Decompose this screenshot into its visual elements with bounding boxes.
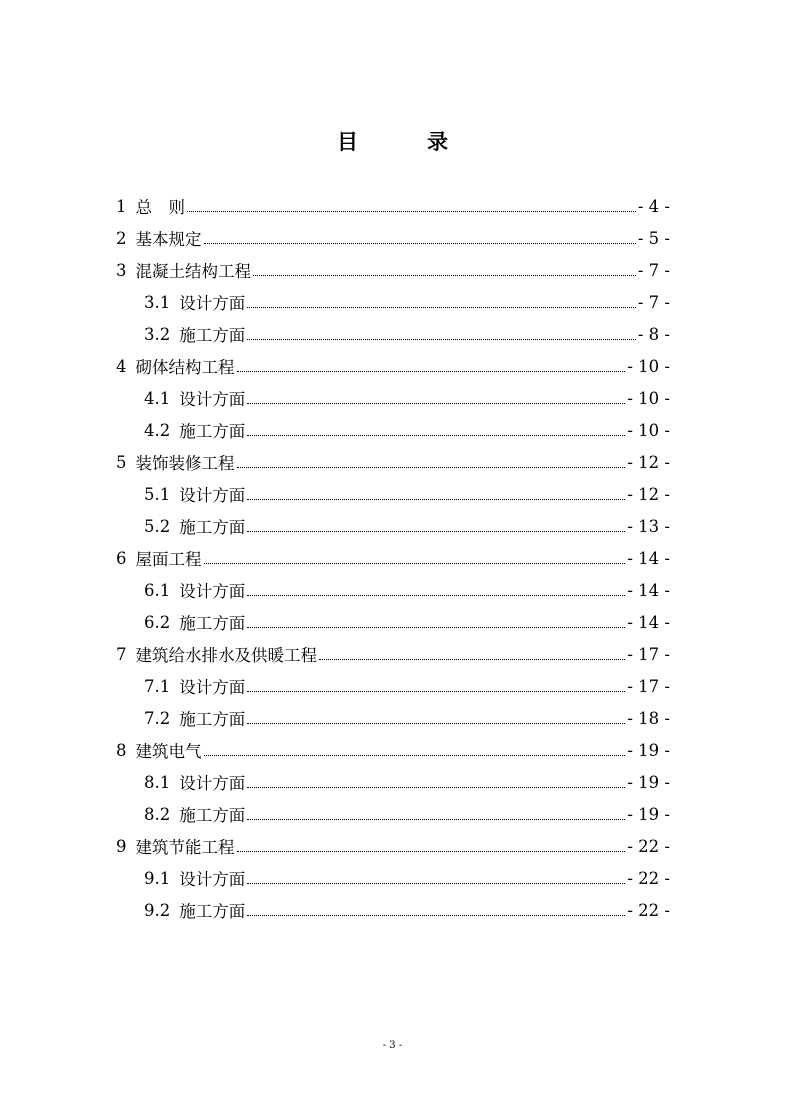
toc-entry-page: - 22 - xyxy=(627,868,670,888)
toc-entry-number: 5.2 xyxy=(144,516,171,536)
toc-entry-page: - 22 - xyxy=(627,900,670,920)
toc-entry-page: - 5 - xyxy=(637,228,670,248)
toc-entry-number: 9.1 xyxy=(144,868,171,888)
toc-subsection-entry[interactable] xyxy=(116,382,670,414)
toc-entry-page: - 12 - xyxy=(627,484,670,504)
toc-entry-page: - 10 - xyxy=(627,388,670,408)
toc-entry-number: 6 xyxy=(116,548,127,568)
toc-dot-leader xyxy=(237,851,626,852)
toc-section-entry[interactable] xyxy=(116,734,670,766)
toc-section-entry[interactable] xyxy=(116,542,670,574)
toc-entry-label: 施工方面 xyxy=(179,710,246,729)
toc-entry-page: - 17 - xyxy=(627,676,670,696)
toc-dot-leader xyxy=(247,435,625,436)
toc-dot-leader xyxy=(247,723,625,724)
toc-entry-label: 设计方面 xyxy=(179,486,246,505)
toc-entry-number: 6.2 xyxy=(144,612,171,632)
toc-entry-label: 设计方面 xyxy=(179,678,246,697)
toc-entry-page: - 10 - xyxy=(627,356,670,376)
toc-dot-leader xyxy=(247,691,625,692)
toc-subsection-entry[interactable] xyxy=(116,318,670,350)
toc-dot-leader xyxy=(247,499,625,500)
toc-entry-label: 设计方面 xyxy=(179,582,246,601)
toc-entry-page: - 18 - xyxy=(627,708,670,728)
toc-entry-label: 施工方面 xyxy=(179,326,246,345)
toc-dot-leader xyxy=(247,403,625,404)
toc-dot-leader xyxy=(237,467,626,468)
footer-page-number: - 3 - xyxy=(382,1040,403,1051)
toc-entry-number: 9 xyxy=(116,836,127,856)
toc-subsection-entry[interactable] xyxy=(116,670,670,702)
toc-entry-label: 基本规定 xyxy=(135,230,202,249)
toc-entry-label: 施工方面 xyxy=(179,902,246,921)
toc-entry-label: 总 则 xyxy=(135,198,185,217)
toc-entry-label: 建筑给水排水及供暖工程 xyxy=(135,646,317,665)
toc-entry-number: 7 xyxy=(116,644,127,664)
toc-entry-label: 砌体结构工程 xyxy=(135,358,235,377)
toc-subsection-entry[interactable] xyxy=(116,894,670,926)
page-title: 目 录 xyxy=(337,129,472,154)
toc-subsection-entry[interactable] xyxy=(116,798,670,830)
table-of-contents xyxy=(116,190,670,926)
toc-entry-page: - 13 - xyxy=(627,516,670,536)
toc-entry-page: - 19 - xyxy=(627,804,670,824)
toc-entry-label: 施工方面 xyxy=(179,518,246,537)
toc-subsection-entry[interactable] xyxy=(116,766,670,798)
toc-dot-leader xyxy=(247,787,625,788)
toc-entry-number: 4.1 xyxy=(144,388,171,408)
toc-subsection-entry[interactable] xyxy=(116,414,670,446)
toc-section-entry[interactable] xyxy=(116,190,670,222)
toc-entry-page: - 7 - xyxy=(637,260,670,280)
toc-entry-label: 设计方面 xyxy=(179,870,246,889)
toc-entry-page: - 7 - xyxy=(637,292,670,312)
toc-entry-page: - 8 - xyxy=(637,324,670,344)
toc-section-entry[interactable] xyxy=(116,830,670,862)
toc-entry-label: 设计方面 xyxy=(179,390,246,409)
toc-dot-leader xyxy=(247,595,625,596)
toc-dot-leader xyxy=(319,659,625,660)
toc-entry-number: 7.1 xyxy=(144,676,171,696)
toc-dot-leader xyxy=(247,531,625,532)
toc-entry-number: 8.2 xyxy=(144,804,171,824)
toc-entry-page: - 14 - xyxy=(627,612,670,632)
toc-subsection-entry[interactable] xyxy=(116,702,670,734)
toc-dot-leader xyxy=(237,371,626,372)
toc-section-entry[interactable] xyxy=(116,638,670,670)
toc-subsection-entry[interactable] xyxy=(116,286,670,318)
toc-entry-label: 设计方面 xyxy=(179,294,246,313)
toc-entry-label: 施工方面 xyxy=(179,806,246,825)
toc-entry-label: 施工方面 xyxy=(179,614,246,633)
toc-entry-page: - 14 - xyxy=(627,580,670,600)
toc-entry-number: 7.2 xyxy=(144,708,171,728)
toc-entry-label: 建筑节能工程 xyxy=(135,838,235,857)
toc-entry-page: - 12 - xyxy=(627,452,670,472)
toc-dot-leader xyxy=(247,307,636,308)
toc-entry-page: - 17 - xyxy=(627,644,670,664)
toc-dot-leader xyxy=(247,627,625,628)
toc-dot-leader xyxy=(247,883,625,884)
toc-entry-label: 施工方面 xyxy=(179,422,246,441)
toc-entry-page: - 4 - xyxy=(637,196,670,216)
toc-section-entry[interactable] xyxy=(116,254,670,286)
toc-entry-page: - 10 - xyxy=(627,420,670,440)
toc-entry-number: 5.1 xyxy=(144,484,171,504)
toc-dot-leader xyxy=(253,275,636,276)
toc-dot-leader xyxy=(204,563,626,564)
toc-subsection-entry[interactable] xyxy=(116,510,670,542)
toc-entry-number: 3.1 xyxy=(144,292,171,312)
toc-section-entry[interactable] xyxy=(116,446,670,478)
toc-entry-number: 8 xyxy=(116,740,127,760)
toc-entry-number: 5 xyxy=(116,452,127,472)
toc-section-entry[interactable] xyxy=(116,222,670,254)
toc-entry-number: 3.2 xyxy=(144,324,171,344)
toc-entry-page: - 19 - xyxy=(627,740,670,760)
toc-dot-leader xyxy=(247,819,625,820)
toc-dot-leader xyxy=(204,243,636,244)
toc-subsection-entry[interactable] xyxy=(116,478,670,510)
toc-entry-number: 8.1 xyxy=(144,772,171,792)
toc-entry-number: 4 xyxy=(116,356,127,376)
toc-entry-page: - 14 - xyxy=(627,548,670,568)
toc-entry-page: - 19 - xyxy=(627,772,670,792)
toc-entry-number: 1 xyxy=(116,196,127,216)
toc-subsection-entry[interactable] xyxy=(116,574,670,606)
toc-subsection-entry[interactable] xyxy=(116,606,670,638)
toc-entry-label: 装饰装修工程 xyxy=(135,454,235,473)
toc-entry-label: 屋面工程 xyxy=(135,550,202,569)
toc-entry-number: 6.1 xyxy=(144,580,171,600)
toc-entry-label: 设计方面 xyxy=(179,774,246,793)
toc-entry-label: 混凝土结构工程 xyxy=(135,262,251,281)
toc-subsection-entry[interactable] xyxy=(116,862,670,894)
toc-entry-number: 9.2 xyxy=(144,900,171,920)
toc-entry-page: - 22 - xyxy=(627,836,670,856)
toc-dot-leader xyxy=(204,755,626,756)
toc-dot-leader xyxy=(187,211,636,212)
toc-dot-leader xyxy=(247,915,625,916)
toc-entry-number: 3 xyxy=(116,260,127,280)
toc-entry-number: 2 xyxy=(116,228,127,248)
toc-entry-number: 4.2 xyxy=(144,420,171,440)
toc-section-entry[interactable] xyxy=(116,350,670,382)
toc-entry-label: 建筑电气 xyxy=(135,742,202,761)
toc-dot-leader xyxy=(247,339,636,340)
